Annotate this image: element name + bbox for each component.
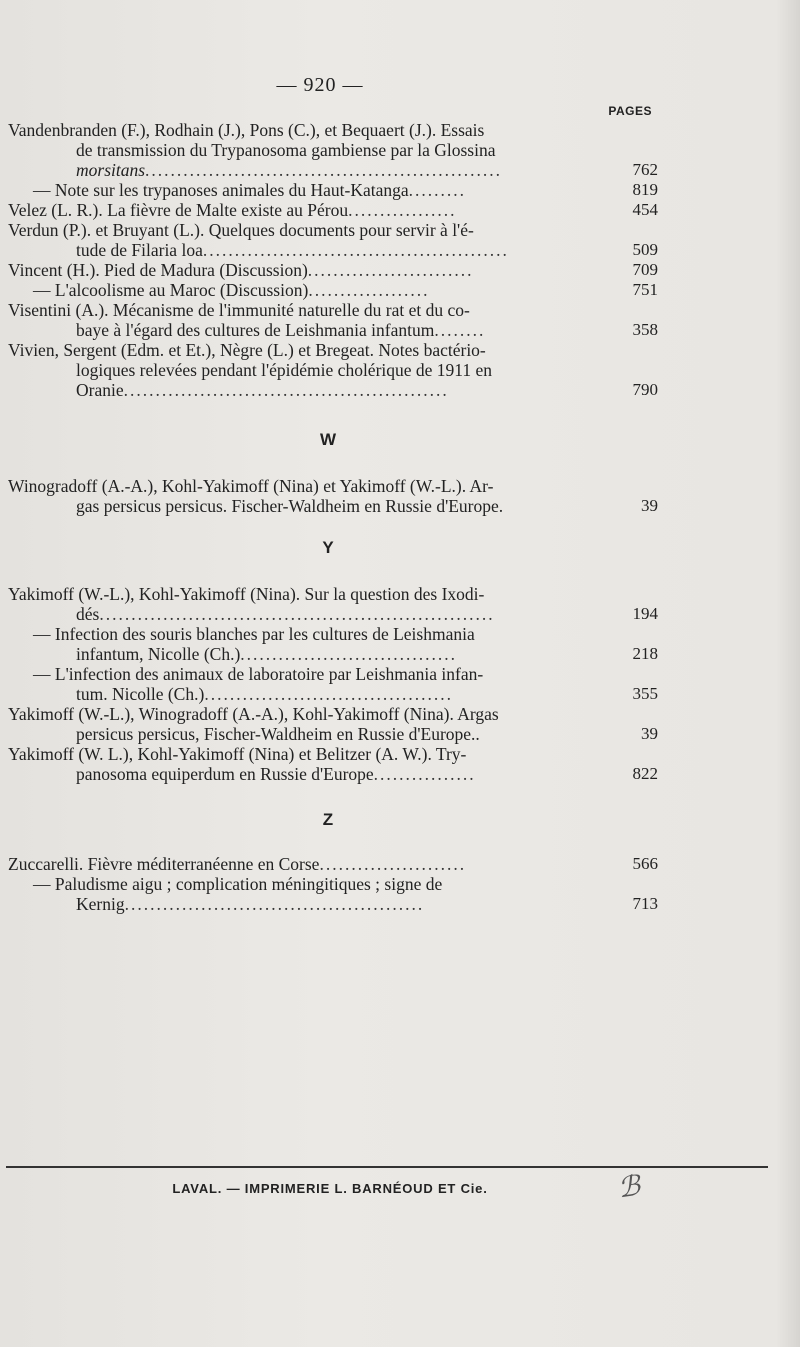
index-entry: — Infection des souris blanches par les cultures de Leishmania infantum, Nicolle (Ch.).................................. 218 [33, 624, 658, 664]
section-v [8, 120, 658, 400]
page-ref: 819 [632, 180, 658, 199]
entry-line: — L'infection des animaux de laboratoire par Leishmania infan- [33, 664, 484, 684]
index-entry: — Paludisme aigu ; complication méningitiques ; signe de Kernig............................................... 713 [33, 874, 658, 914]
page-ref: 454 [632, 200, 658, 219]
section-letter-heading: W [319, 430, 337, 449]
section-w [8, 430, 658, 516]
entry-line: persicus persicus, Fischer-Waldheim en Russie d'Europe.. [76, 724, 480, 744]
entry-line: tum. Nicolle (Ch.) [76, 684, 205, 704]
entry-line: Oranie [76, 380, 124, 400]
entry-line: morsitans [76, 160, 146, 180]
entry-line: logiques relevées pendant l'épidémie cholérique de 1911 en [76, 360, 493, 380]
page-ref: 709 [632, 260, 658, 279]
index-entry: — L'alcoolisme au Maroc (Discussion)................... 751 [33, 280, 658, 300]
entry-line: Velez (L. R.). La fièvre de Malte existe au Pérou [8, 200, 349, 220]
index-entry: Vandenbranden (F.), Rodhain (J.), Pons (C.), et Bequaert (J.). Essais de transmission du Trypanosoma gambiense par la Glossina morsitans........................................................ 762 [8, 120, 658, 180]
index-entry [8, 704, 658, 744]
entry-line: Verdun (P.). et Bruyant (L.). Quelques documents pour servir à l'é- [8, 220, 474, 240]
entry-line: — L'alcoolisme au Maroc (Discussion) [33, 280, 309, 300]
handwritten-mark: ℬ [616, 1170, 643, 1205]
footer-rule [6, 1166, 768, 1168]
section-letter-heading: Z [322, 810, 334, 829]
entry-line: Yakimoff (W.-L.), Kohl-Yakimoff (Nina). Sur la question des Ixodi- [8, 584, 485, 604]
page-ref: 509 [632, 240, 658, 259]
entry-line: Kernig [76, 894, 125, 914]
index-entry: Verdun (P.). et Bruyant (L.). Quelques documents pour servir à l'é- tude de Filaria loa................................................ 509 [8, 220, 658, 260]
section-y [8, 538, 658, 784]
entry-line: — Infection des souris blanches par les cultures de Leishmania [33, 624, 475, 644]
index-entry: Velez (L. R.). La fièvre de Malte existe au Pérou................. 454 [8, 200, 658, 220]
page-ref: 566 [632, 854, 658, 873]
page-ref: 822 [632, 764, 658, 783]
section-z [8, 810, 658, 914]
entry-line: Vincent (H.). Pied de Madura (Discussion) [8, 260, 308, 280]
entry-line: tude de Filaria loa [76, 240, 203, 260]
index-entry: Yakimoff (W. L.), Kohl-Yakimoff (Nina) et Belitzer (A. W.). Try- panosoma equiperdum en Russie d'Europe................ 822 [8, 744, 658, 784]
entry-line: — Note sur les trypanoses animales du Haut-Katanga [33, 180, 409, 200]
page-number: — 920 — [276, 74, 364, 96]
entry-line: panosoma equiperdum en Russie d'Europe [76, 764, 374, 784]
index-entry: Vincent (H.). Pied de Madura (Discussion).......................... 709 [8, 260, 658, 280]
page-ref: 355 [632, 684, 658, 703]
entry-line: infantum, Nicolle (Ch.) [76, 644, 241, 664]
index-entry: — L'infection des animaux de laboratoire par Leishmania infan- tum. Nicolle (Ch.)....................................... 355 [33, 664, 658, 704]
section-letter-heading: Y [322, 538, 334, 557]
printer-imprint: LAVAL. — IMPRIMERIE L. BARNÉOUD ET Cie. [172, 1181, 488, 1196]
entry-line: Yakimoff (W. L.), Kohl-Yakimoff (Nina) et Belitzer (A. W.). Try- [8, 744, 467, 764]
index-entry: Zuccarelli. Fièvre méditerranéenne en Corse....................... 566 [8, 854, 658, 874]
entry-line: Visentini (A.). Mécanisme de l'immunité naturelle du rat et du co- [8, 300, 470, 320]
index-entry: Visentini (A.). Mécanisme de l'immunité naturelle du rat et du co- baye à l'égard des cultures de Leishmania infantum........ 358 [8, 300, 658, 340]
entry-line: Vandenbranden (F.), Rodhain (J.), Pons (C.), et Bequaert (J.). Essais [8, 120, 485, 140]
entry-line: Zuccarelli. Fièvre méditerranéenne en Corse [8, 854, 320, 874]
index-entry: Yakimoff (W.-L.), Kohl-Yakimoff (Nina). Sur la question des Ixodi- dés.............................................................. 194 [8, 584, 658, 624]
entry-line: de transmission du Trypanosoma gambiense par la Glossina [76, 140, 496, 160]
entry-line: Yakimoff (W.-L.), Winogradoff (A.-A.), Kohl-Yakimoff (Nina). Argas [8, 704, 499, 724]
entry-line: Vivien, Sergent (Edm. et Et.), Nègre (L.) et Bregeat. Notes bactério- [8, 340, 486, 360]
page-ref: 790 [632, 380, 658, 399]
index-entry: — Note sur les trypanoses animales du Haut-Katanga......... 819 [33, 180, 658, 200]
page-ref: 762 [632, 160, 658, 179]
entry-line: dés [76, 604, 100, 624]
entry-line: baye à l'égard des cultures de Leishmania infantum [76, 320, 435, 340]
page-ref: 39 [641, 496, 658, 515]
page-ref: 751 [632, 280, 658, 299]
entry-line: gas persicus persicus. Fischer-Waldheim en Russie d'Europe. [76, 496, 504, 516]
entry-line: — Paludisme aigu ; complication méningitiques ; signe de [33, 874, 443, 894]
index-content [8, 120, 658, 914]
index-entry: Vivien, Sergent (Edm. et Et.), Nègre (L.) et Bregeat. Notes bactério- logiques relevées pendant l'épidémie cholérique de 1911 en Oranie................................................... 790 [8, 340, 658, 400]
page-ref: 358 [632, 320, 658, 339]
page-ref: 194 [632, 604, 658, 623]
page-ref: 218 [632, 644, 658, 663]
page-ref: 713 [632, 894, 658, 913]
index-entry [8, 476, 658, 516]
pages-column-label: PAGES [608, 104, 652, 118]
page-ref: 39 [641, 724, 658, 743]
entry-line: Winogradoff (A.-A.), Kohl-Yakimoff (Nina) et Yakimoff (W.-L.). Ar- [8, 476, 494, 496]
